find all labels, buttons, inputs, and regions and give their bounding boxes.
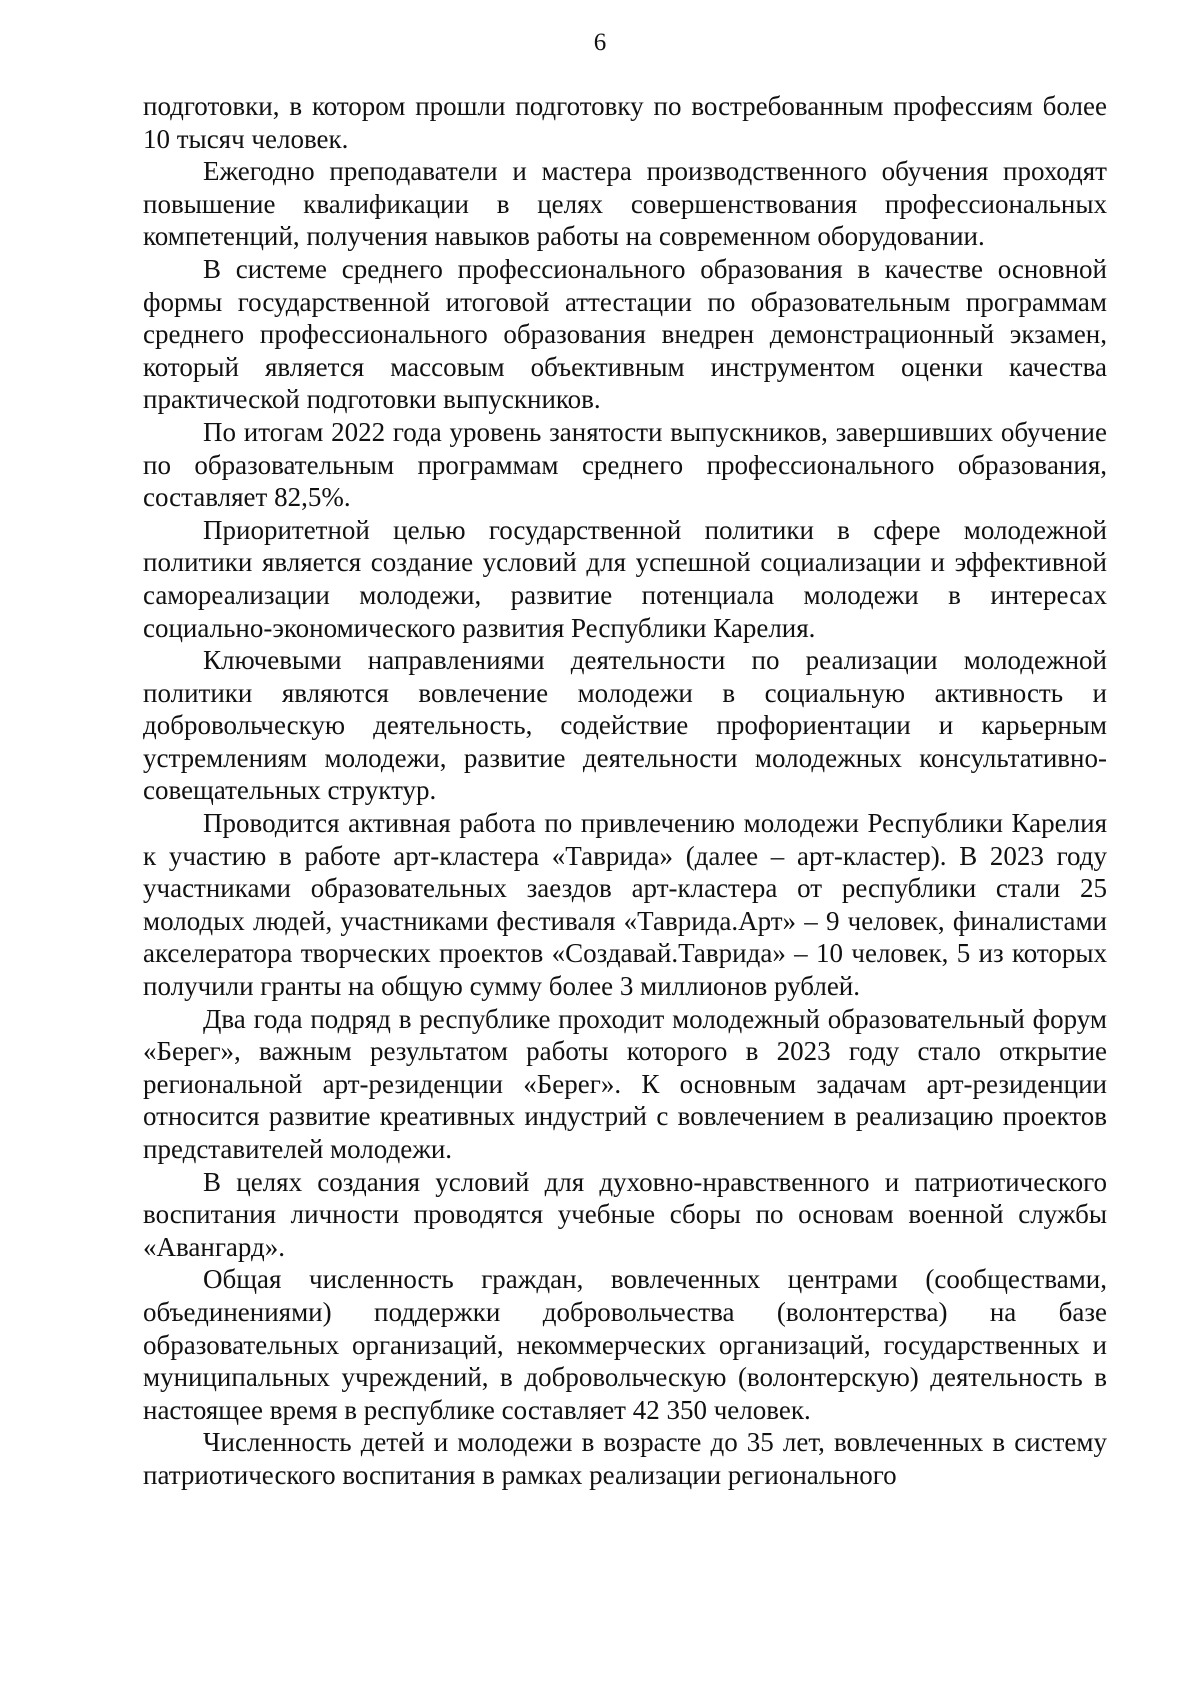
paragraph-continued: подготовки, в котором прошли подготовку по востребованным профессиям более 10 тысяч человек. xyxy=(143,91,1107,154)
paragraph-graduate-employment: По итогам 2022 года уровень занятости выпускников, завершивших обучение по образовательным программам среднего профессионального образования, составляет 82,5%. xyxy=(143,416,1107,513)
document-body xyxy=(143,90,1107,1492)
paragraph-patriotic-education: Численность детей и молодежи в возрасте до 35 лет, вовлеченных в систему патриотического воспитания в рамках реализации регионального xyxy=(143,1427,1107,1490)
paragraph-youth-policy-goal: Приоритетной целью государственной политики в сфере молодежной политики является создание условий для успешной социализации и эффективной самореализации молодежи, развитие потенциала молодежи в интересах социально-экономического развития Республики Карелия. xyxy=(143,514,1107,643)
page-number: 6 xyxy=(593,29,607,56)
paragraph-tavrida-art-cluster: Проводится активная работа по привлечению молодежи Республики Карелия к участию в работе арт-кластера «Таврида» (далее – арт-кластер). В 2023 году участниками образовательных заездов арт-кластера от республики стали 25 молодых людей, участниками фестиваля «Таврида.Арт» – 9 человек, финалистами акселератора творческих проектов «Создавай.Таврида» – 10 человек, 5 из которых получили гранты на общую сумму более 3 миллионов рублей. xyxy=(143,808,1107,1002)
paragraph-avangard-camps: В целях создания условий для духовно-нравственного и патриотического воспитания личности проводятся учебные сборы по основам военной службы «Авангард». xyxy=(143,1166,1107,1262)
paragraph-teacher-training: Ежегодно преподаватели и мастера производственного обучения проходят повышение квалификации в целях совершенствования профессиональных компетенций, получения навыков работы на современном оборудовании. xyxy=(143,156,1107,252)
paragraph-volunteer-count: Общая численность граждан, вовлеченных центрами (сообществами, объединениями) поддержки добровольчества (волонтерства) на базе образовательных организаций, некоммерческих организаций, государственных и муниципальных учреждений, в добровольческую (волонтерскую) деятельность в настоящее время в республике составляет 42 350 человек. xyxy=(143,1264,1107,1425)
paragraph-bereg-forum: Два года подряд в республике проходит молодежный образовательный форум «Берег», важным результатом работы которого в 2023 году стало открытие региональной арт-резиденции «Берег». К основным задачам арт-резиденции относится развитие креативных индустрий с вовлечением в реализацию проектов представителей молодежи. xyxy=(143,1003,1107,1164)
paragraph-demo-exam: В системе среднего профессионального образования в качестве основной формы государственной итоговой аттестации по образовательным программам среднего профессионального образования внедрен демонстрационный экзамен, который является массовым объективным инструментом оценки качества практической подготовки выпускников. xyxy=(143,253,1107,415)
paragraph-youth-policy-directions: Ключевыми направлениями деятельности по реализации молодежной политики являются вовлечение молодежи в социальную активность и добровольческую деятельность, содействие профориентации и карьерным устремлениям молодежи, развитие деятельности молодежных консультативно-совещательных структур. xyxy=(143,645,1107,806)
